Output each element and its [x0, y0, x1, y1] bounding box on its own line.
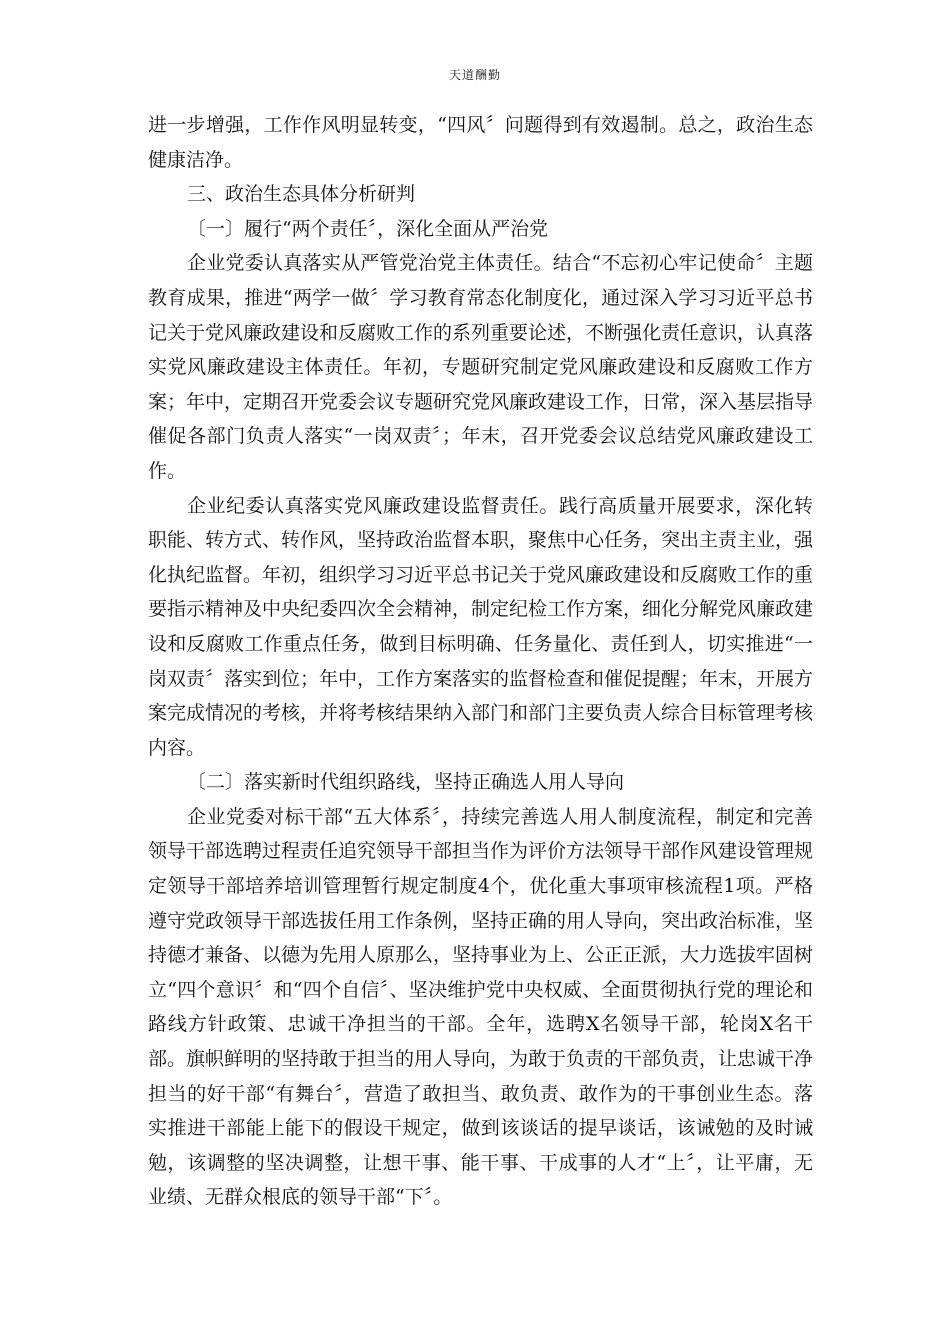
document-body [148, 108, 813, 1215]
section-heading: 三、政治生态具体分析研判 [186, 183, 415, 206]
paragraph: 企业党委认真落实从严管党治党主体责任。结合“不忘初心牢记使命〞主题教育成果，推进“两学一做〞学习教育常态化制度化，通过深入学习习近平总书记关于党风廉政建设和反腐败工作的系列重要论述，不断强化责任意识，认真落实党风廉政建设主体责任。年初，专题研究制定党风廉政建设和反腐败工作方案；年中，定期召开党委会议专题研究党风廉政建设工作，日常，深入基层指导催促各部门负责人落实“一岗双责〞；年末，召开党委会议总结党风廉政建设工作。 [148, 252, 814, 482]
subsection-heading: 〔二〕落实新时代组织路线，坚持正确选人用人导向 [186, 771, 624, 794]
subsection-heading: 〔一〕履行“两个责任〞，深化全面从严治党 [186, 217, 549, 240]
paragraph: 企业党委对标干部“五大体系〞，持续完善选人用人制度流程，制定和完善领导干部选聘过程责任追究领导干部担当作为评价方法领导干部作风建设管理规定领导干部培养培训管理暂行规定制度4个，优化重大事项审核流程1项。严格遵守党政领导干部选拔任用工作条例，坚持正确的用人导向，突出政治标准，坚持德才兼备、以德为先用人原那么，坚持事业为上、公正正派，大力选拔牢固树立“四个意识〞和“四个自信〞、坚决维护党中央权威、全面贯彻执行党的理论和路线方针政策、忠诚干净担当的干部。全年，选聘X名领导干部，轮岗X名干部。旗帜鲜明的坚持敢于担当的用人导向，为敢于负责的干部负责，让忠诚干净担当的好干部“有舞台〞，营造了敢担当、敢负责、敢作为的干事创业生态。落实推进干部能上能下的假设干规定，做到该谈话的提早谈话，该诫勉的及时诫勉，该调整的坚决调整，让想干事、能干事、干成事的人才“上〞，让平庸，无业绩、无群众根底的领导干部“下〞。 [148, 805, 814, 1209]
paragraph: 企业纪委认真落实党风廉政建设监督责任。践行高质量开展要求，深化转职能、转方式、转作风，坚持政治监督本职，聚焦中心任务，突出主责主业，强化执纪监督。年初，组织学习习近平总书记关于党风廉政建设和反腐败工作的重要指示精神及中央纪委四次全会精神，制定纪检工作方案，细化分解党风廉政建设和反腐败工作重点任务，做到目标明确、任务量化、责任到人，切实推进“一岗双责〞落实到位；年中，工作方案落实的监督检查和催促提醒；年末，开展方案完成情况的考核，并将考核结果纳入部门和部门主要负责人综合目标管理考核内容。 [148, 494, 814, 759]
paragraph-continuation: 进一步增强，工作作风明显转变，“四风〞问题得到有效遏制。总之，政治生态健康洁净。 [148, 114, 813, 171]
page-header: 天道酬勤 [448, 68, 501, 82]
